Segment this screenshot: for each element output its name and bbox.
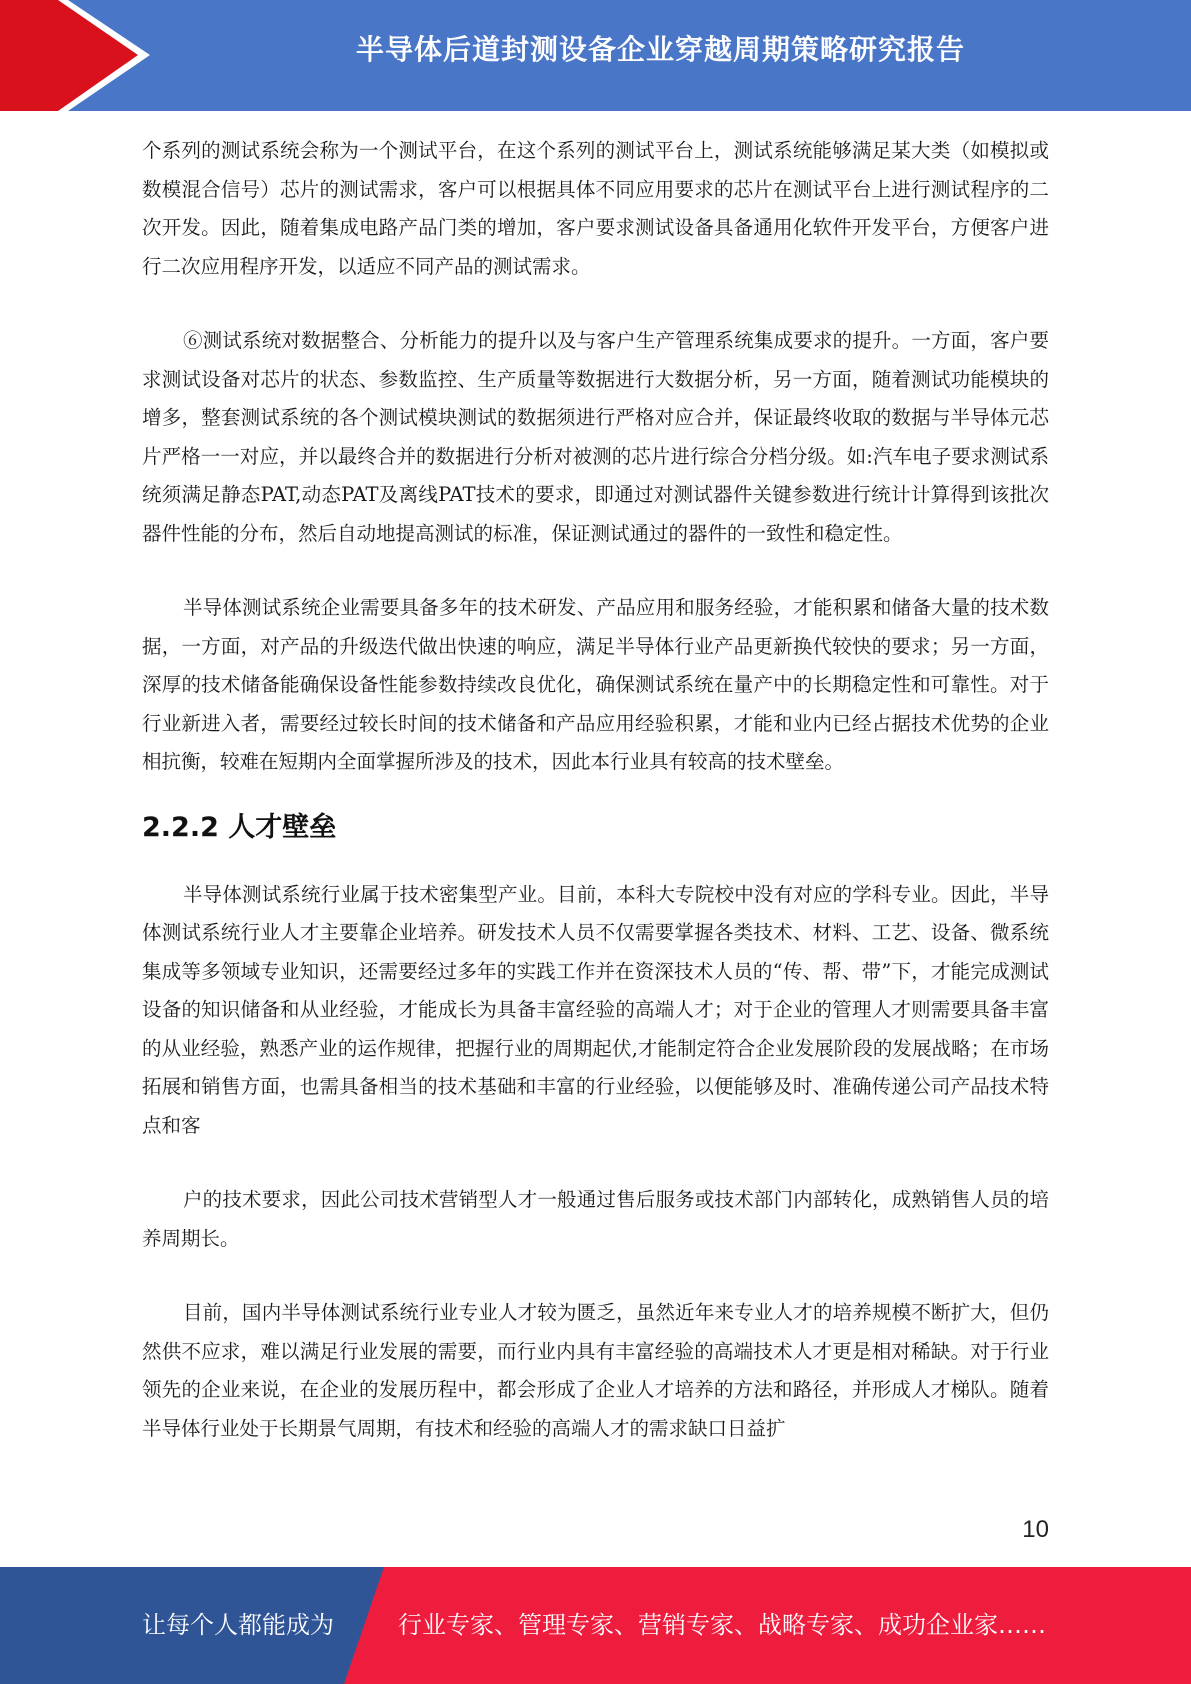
body-paragraph: 目前，国内半导体测试系统行业专业人才较为匮乏，虽然近年来专业人才的培养规模不断扩大，但仍然供不应求，难以满足行业发展的需要，而行业内具有丰富经验的高端技术人才更是相对稀缺。对于行业领先的企业来说，在企业的发展历程中，都会形成了企业人才培养的方法和路径，并形成人才梯队。随着半导体行业处于长期景气周期，有技术和经验的高端人才的需求缺口日益扩 <box>142 1301 1049 1440</box>
body-paragraph: 个系列的测试系统会称为一个测试平台，在这个系列的测试平台上，测试系统能够满足某大类（如模拟或数模混合信号）芯片的测试需求，客户可以根据具体不同应用要求的芯片在测试平台上进行测试程序的二次开发。因此，随着集成电路产品门类的增加，客户要求测试设备具备通用化软件开发平台，方便客户进行二次应用程序开发，以适应不同产品的测试需求。 <box>142 139 1049 278</box>
body-paragraph: 半导体测试系统行业属于技术密集型产业。目前，本科大专院校中没有对应的学科专业。因此，半导体测试系统行业人才主要靠企业培养。研发技术人员不仅需要掌握各类技术、材料、工艺、设备、微系统集成等多领域专业知识，还需要经过多年的实践工作并在资深技术人员的“传、帮、带”下，才能完成测试设备的知识储备和从业经验，才能成长为具备丰富经验的高端人才；对于企业的管理人才则需要具备丰富的从业经验，熟悉产业的运作规律，把握行业的周期起伏,才能制定符合企业发展阶段的发展战略；在市场拓展和销售方面，也需具备相当的技术基础和丰富的行业经验，以便能够及时、准确传递公司产品技术特点和客 <box>142 882 1049 1137</box>
page-body <box>142 132 1049 1448</box>
footer-slogan-left: 让每个人都能成为 <box>142 1611 334 1639</box>
page-footer <box>0 1567 1191 1684</box>
footer-slogan-right: 行业专家、管理专家、营销专家、战略专家、成功企业家…… <box>398 1611 1046 1639</box>
header-chevron-decoration <box>0 0 150 111</box>
report-title: 半导体后道封测设备企业穿越周期策略研究报告 <box>355 33 965 66</box>
page-header <box>0 0 1191 111</box>
page-number: 10 <box>1022 1516 1049 1543</box>
body-paragraph: ⑥测试系统对数据整合、分析能力的提升以及与客户生产管理系统集成要求的提升。一方面，客户要求测试设备对芯片的状态、参数监控、生产质量等数据进行大数据分析，另一方面，随着测试功能模块的增多，整套测试系统的各个测试模块测试的数据须进行严格对应合并，保证最终收取的数据与半导体元芯片严格一一对应，并以最终合并的数据进行分析对被测的芯片进行综合分档分级。如:汽车电子要求测试系统须满足静态PAT,动态PAT及离线PAT技术的要求，即通过对测试器件关键参数进行统计计算得到该批次器件性能的分布，然后自动地提高测试的标准，保证测试通过的器件的一致性和稳定性。 <box>142 329 1049 545</box>
section-heading: 2.2.2 人才壁垒 <box>142 811 337 843</box>
body-paragraph: 户的技术要求，因此公司技术营销型人才一般通过售后服务或技术部门内部转化，成熟销售人员的培养周期长。 <box>142 1188 1049 1250</box>
body-paragraph: 半导体测试系统企业需要具备多年的技术研发、产品应用和服务经验，才能积累和储备大量的技术数据，一方面，对产品的升级迭代做出快速的响应，满足半导体行业产品更新换代较快的要求；另一方面，深厚的技术储备能确保设备性能参数持续改良优化，确保测试系统在量产中的长期稳定性和可靠性。对于行业新进入者，需要经过较长时间的技术储备和产品应用经验积累，才能和业内已经占据技术优势的企业相抗衡，较难在短期内全面掌握所涉及的技术，因此本行业具有较高的技术壁垒。 <box>142 596 1049 773</box>
